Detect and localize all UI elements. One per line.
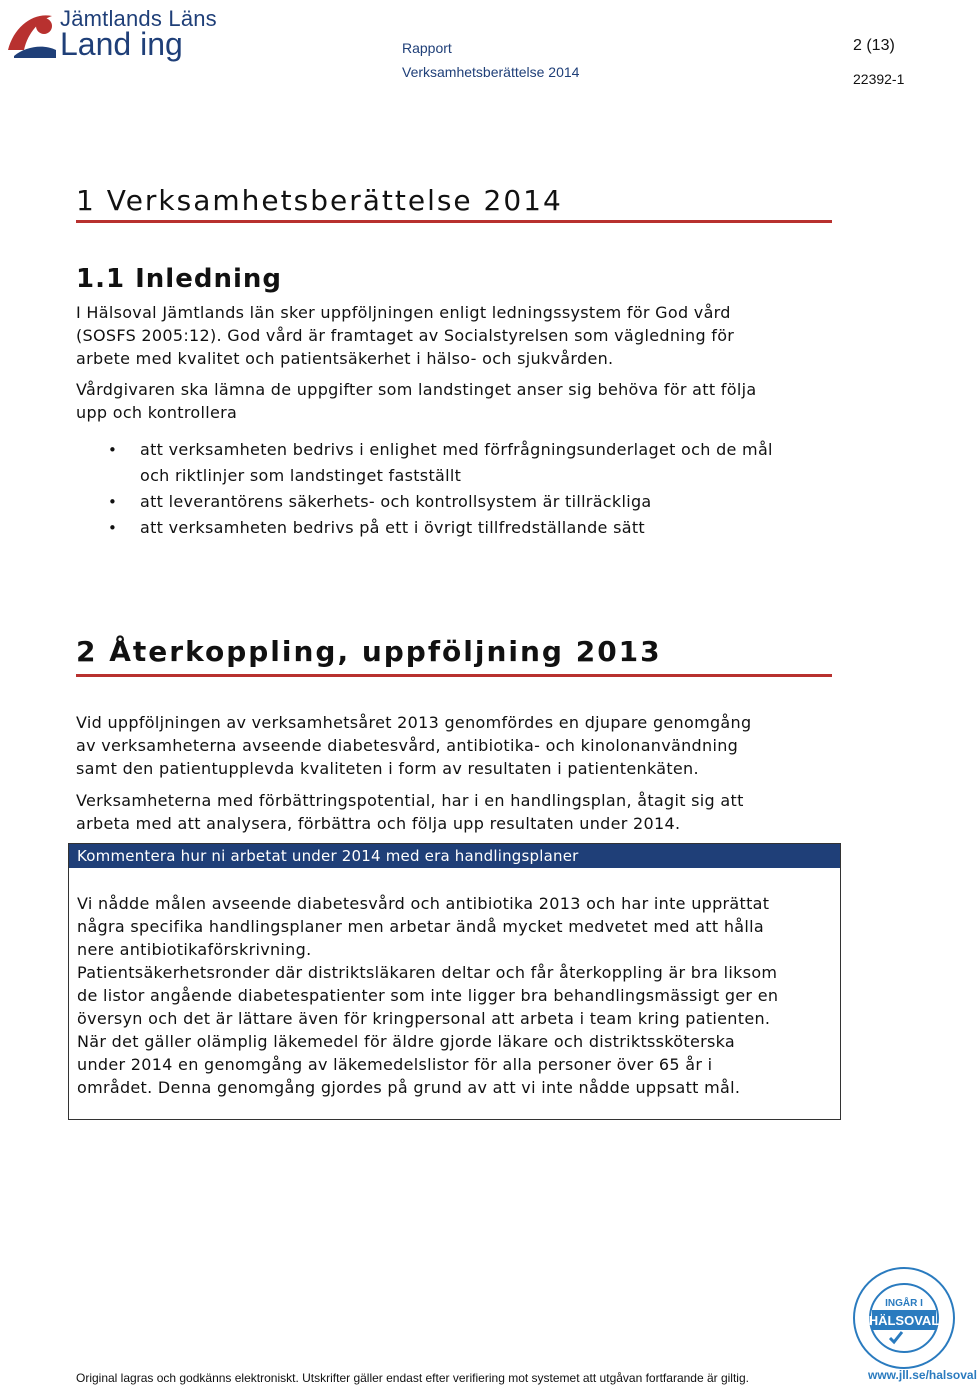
logo-text-line1: Jämtlands Läns [60, 6, 217, 31]
list-item [108, 515, 773, 541]
comment-box [68, 843, 841, 1120]
logo-text-line2: Land ing [60, 26, 183, 62]
bullet-icon: • [108, 493, 118, 511]
text-line: översyn och det är lättare även för kringpersonal att arbeta i team kring patienten. [77, 1009, 771, 1028]
text-line: När det gäller olämplig läkemedel för äldre gjorde läkare och distriktssköterska [77, 1032, 735, 1051]
comment-box-heading: Kommentera hur ni arbetat under 2014 med era handlingsplaner [69, 844, 840, 868]
doc-id: 22392-1 [853, 71, 905, 87]
text-line: upp och kontrollera [76, 403, 238, 422]
followup-paragraph [76, 711, 846, 780]
heading-rule [76, 220, 832, 223]
text-line: nere antibiotikaförskrivning. [77, 940, 312, 959]
list-item [108, 489, 773, 515]
list-item-text: att leverantörens säkerhets- och kontrollsystem är tillräckliga [140, 492, 652, 511]
seal-inner-top: INGÅR I [885, 1298, 923, 1309]
comment-box-body[interactable] [77, 892, 778, 1099]
subsection-heading: 1.1 Inledning [76, 264, 282, 294]
requirements-paragraph [76, 378, 846, 424]
text-line: I Hälsoval Jämtlands län sker uppföljningen enligt ledningssystem för God vård [76, 303, 731, 322]
heading-rule [76, 674, 832, 677]
page-number: 2 (13) [853, 37, 895, 54]
list-item-text: att verksamheten bedrivs i enlighet med förfrågningsunderlaget och de mål [140, 440, 773, 459]
text-line: Verksamheterna med förbättringspotential, har i en handlingsplan, åtagit sig att [76, 791, 744, 810]
text-line: Vi nådde målen avseende diabetesvård och antibiotika 2013 och har inte upprättat [77, 894, 770, 913]
text-line: området. Denna genomgång gjordes på grund av att vi inte nådde uppsatt mål. [77, 1078, 741, 1097]
bullet-list [108, 437, 773, 541]
text-line: de listor angående diabetespatienter som inte ligger bra behandlingsmässigt ger en [77, 986, 779, 1005]
footer-notice: Original lagras och godkänns elektroniskt. Utskrifter gäller endast efter verifiering mot systemet att utgåvan fortfarande är giltig. [76, 1371, 749, 1385]
text-line: Patientsäkerhetsronder där distriktsläkaren deltar och får återkoppling är bra liksom [77, 963, 778, 982]
text-line: Vårdgivaren ska lämna de uppgifter som landstinget anser sig behöva för att följa [76, 380, 757, 399]
logo-mark-icon [4, 6, 60, 62]
text-line: under 2014 en genomgång av läkemedelslistor för alla personer över 65 år i [77, 1055, 713, 1074]
intro-paragraph [76, 301, 846, 370]
text-line: några specifika handlingsplaner men arbetar ändå mycket medvetet med att hålla [77, 917, 764, 936]
bullet-icon: • [108, 441, 118, 459]
text-line: (SOSFS 2005:12). God vård är framtaget av Socialstyrelsen som vägledning för [76, 326, 735, 345]
seal-inner-main: HÄLSOVAL [868, 1313, 940, 1328]
text-line: arbete med kvalitet och patientsäkerhet i hälso- och sjukvården. [76, 349, 614, 368]
doc-title: Verksamhetsberättelse 2014 [402, 64, 580, 80]
text-line: av verksamheterna avseende diabetesvård, antibiotika- och kinolonanvändning [76, 736, 739, 755]
section-heading-2: 2 Återkoppling, uppföljning 2013 [76, 635, 662, 668]
text-line: samt den patientupplevda kvaliteten i form av resultaten i patientenkäten. [76, 759, 699, 778]
text-line: Vid uppföljningen av verksamhetsåret 2013 genomfördes en djupare genomgång [76, 713, 752, 732]
text-line: arbeta med att analysera, förbättra och följa upp resultaten under 2014. [76, 814, 681, 833]
list-item [108, 437, 773, 463]
list-item-text: att verksamheten bedrivs på ett i övrigt tillfredställande sätt [140, 518, 645, 537]
halsoval-seal-icon [852, 1266, 956, 1370]
list-item-continuation: och riktlinjer som landstinget fastställt [140, 466, 462, 485]
section-heading-1: 1 Verksamhetsberättelse 2014 [76, 184, 563, 217]
improvement-paragraph [76, 789, 846, 835]
halsoval-seal [852, 1266, 956, 1370]
seal-url: www.jll.se/halsoval [868, 1368, 977, 1382]
bullet-icon: • [108, 519, 118, 537]
doc-type: Rapport [402, 40, 452, 56]
